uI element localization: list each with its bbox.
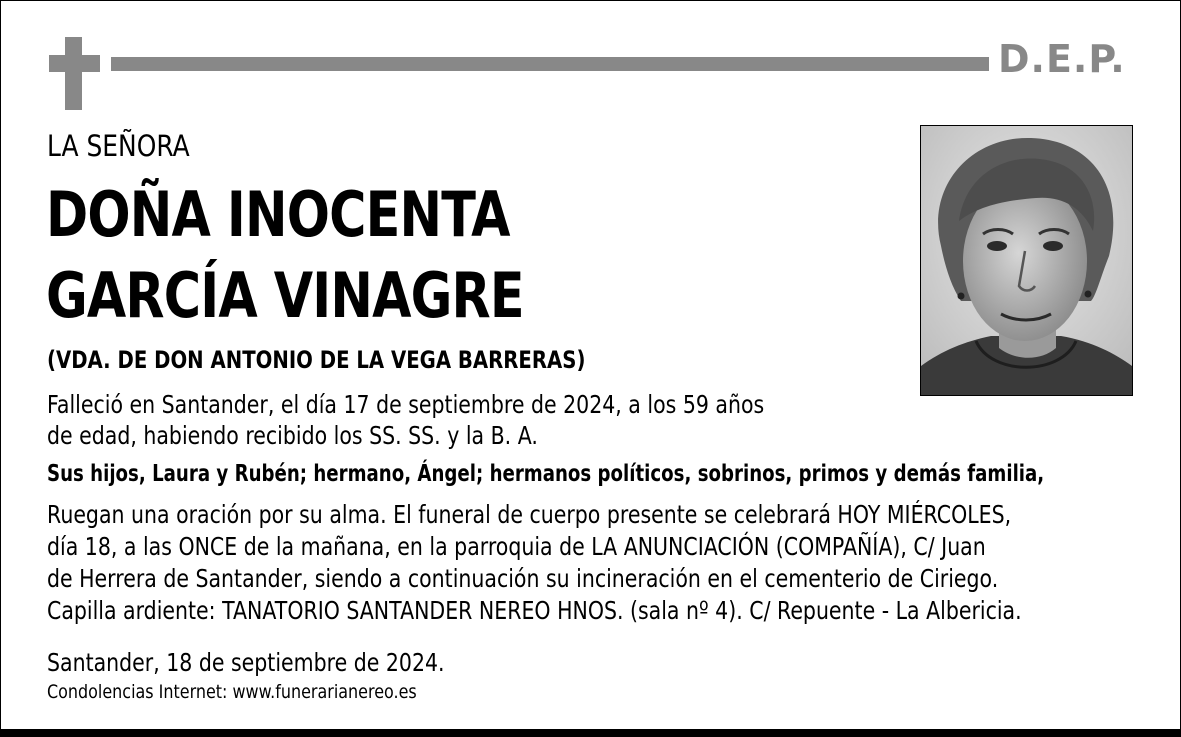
portrait-photo-icon: [920, 125, 1133, 396]
funeral-line1: Ruegan una oración por su alma. El funeral de cuerpo presente se celebrará HOY MIÉRCOLES,: [47, 500, 1012, 529]
widow-of: (VDA. DE DON ANTONIO DE LA VEGA BARRERAS): [47, 346, 586, 374]
bottom-border: [1, 729, 1180, 736]
family-mourners: Sus hijos, Laura y Rubén; hermano, Ángel; hermanos políticos, sobrinos, primos y demás familia,: [47, 461, 1045, 487]
deceased-name-line1: DOÑA INOCENTA: [46, 178, 510, 251]
death-info-line2: de edad, habiendo recibido los SS. SS. y la B. A.: [47, 421, 538, 450]
funeral-line3: de Herrera de Santander, siendo a continuación su incineración en el cementerio de Ciriego.: [47, 564, 999, 593]
deceased-name-line2: GARCÍA VINAGRE: [46, 259, 524, 332]
condolences-link: Condolencias Internet: www.funerarianereo.es: [47, 681, 417, 703]
header-divider: [111, 57, 989, 71]
title-prefix: LA SEÑORA: [47, 129, 190, 163]
death-info-line1: Falleció en Santander, el día 17 de septiembre de 2024, a los 59 años: [47, 390, 765, 419]
cross-icon: [65, 37, 82, 110]
funeral-line2: día 18, a las ONCE de la mañana, en la parroquia de LA ANUNCIACIÓN (COMPAÑÍA), C/ Juan: [47, 532, 986, 561]
funeral-line4: Capilla ardiente: TANATORIO SANTANDER NEREO HNOS. (sala nº 4). C/ Repuente - La Albericia.: [47, 596, 1022, 625]
dep-label: D.E.P.: [998, 37, 1126, 81]
cross-icon-arm: [49, 55, 100, 72]
place-date: Santander, 18 de septiembre de 2024.: [47, 648, 445, 677]
